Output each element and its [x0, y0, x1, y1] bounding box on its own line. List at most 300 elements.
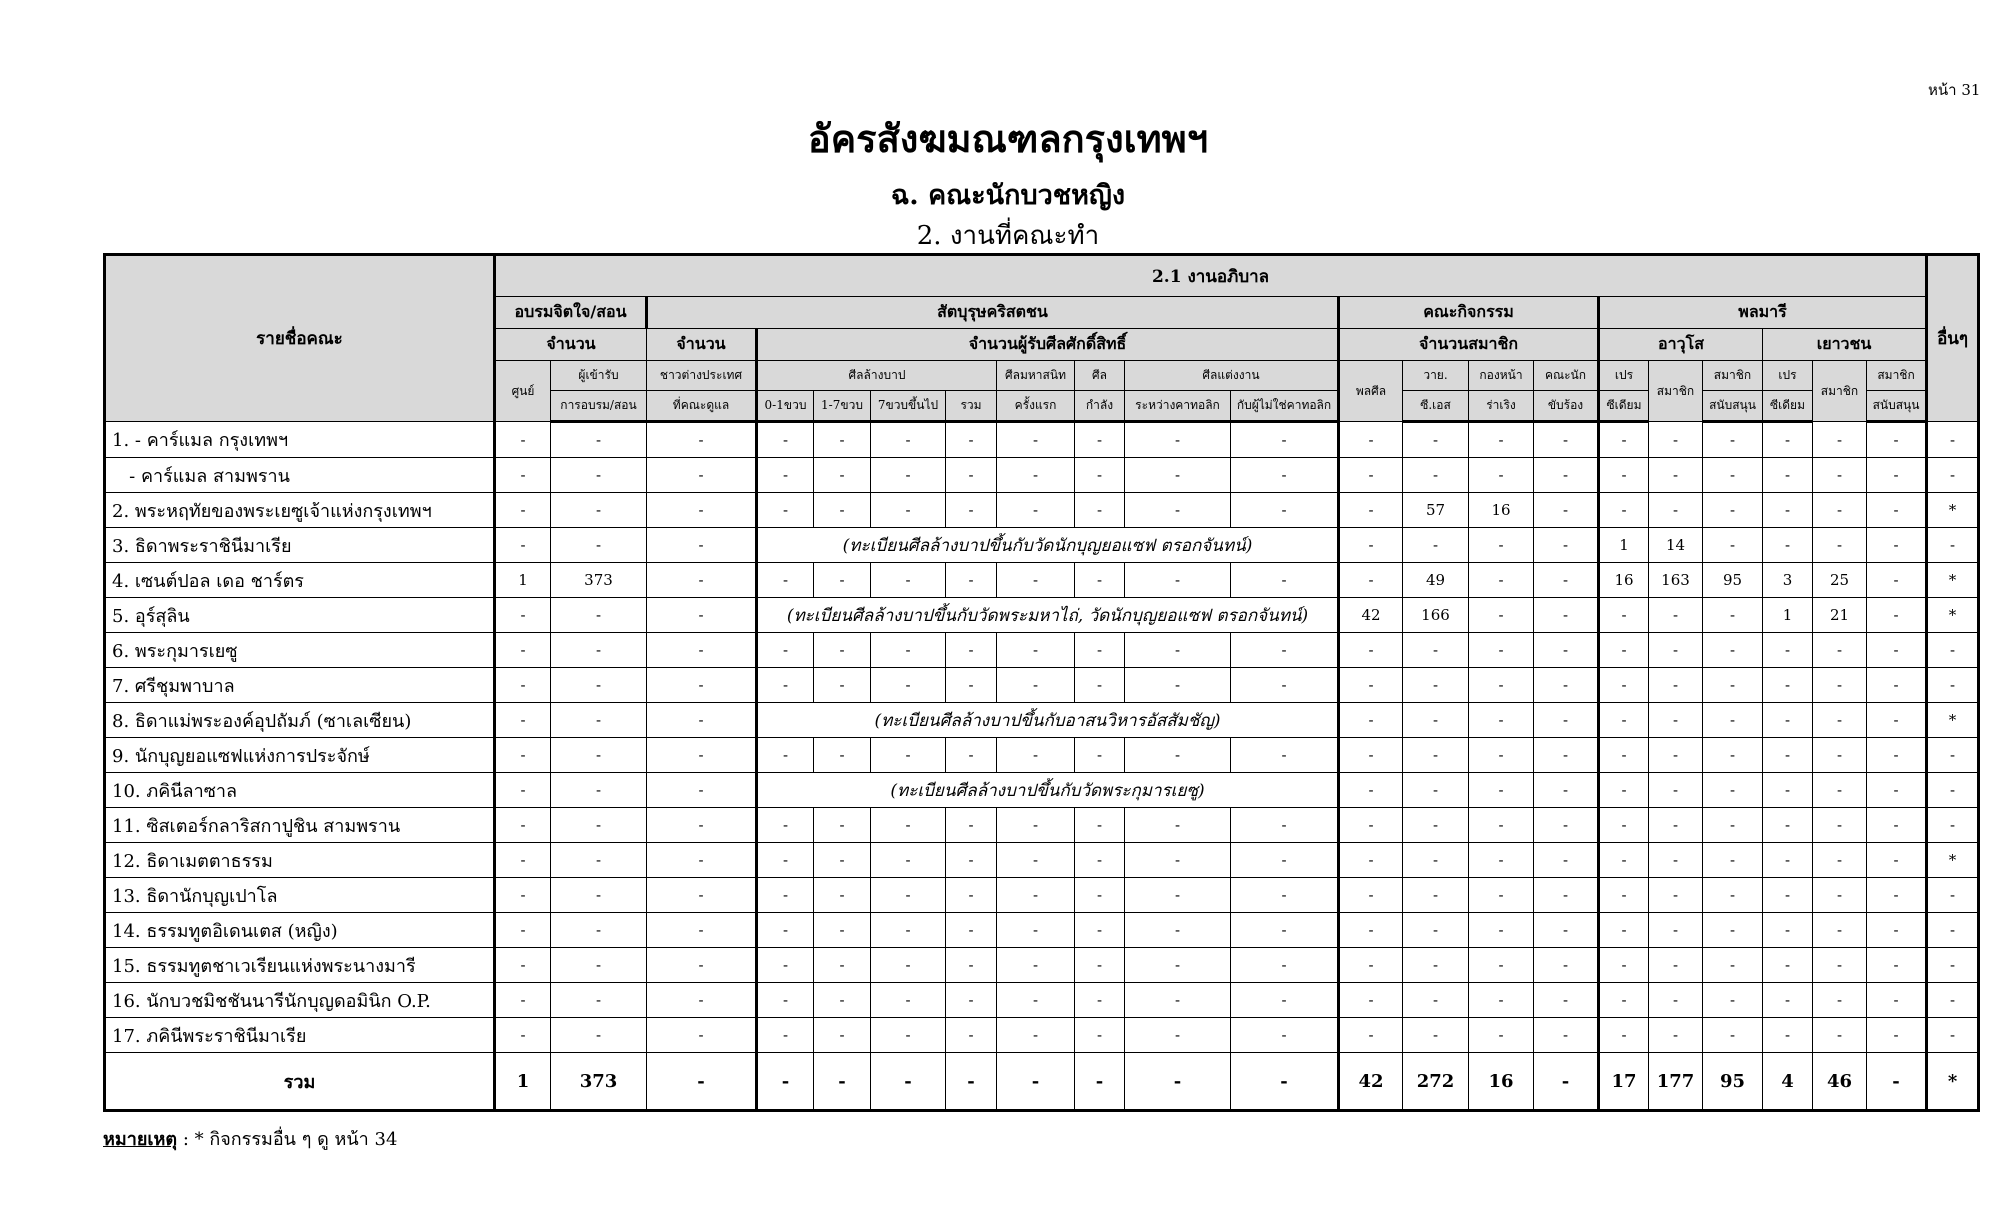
table-cell: -	[647, 668, 757, 703]
table-cell: -	[1927, 808, 1979, 843]
table-cell: -	[871, 808, 946, 843]
total-cell: *	[1927, 1053, 1979, 1111]
table-cell: 163	[1649, 563, 1703, 598]
foreign-header-2: ที่คณะดูแล	[647, 391, 757, 422]
table-cell: -	[1231, 948, 1339, 983]
table-row	[105, 773, 1979, 808]
table-row	[105, 738, 1979, 773]
table-row	[105, 1018, 1979, 1053]
table-cell: -	[551, 1018, 647, 1053]
table-cell: -	[1763, 913, 1813, 948]
legion-header: พลมารี	[1599, 297, 1927, 329]
table-cell: 1	[1763, 598, 1813, 633]
table-cell: 14	[1649, 528, 1703, 563]
baptism-register-note: (ทะเบียนศีลล้างบาปขึ้นกับวัดนักบุญยอแซฟ ตรอกจันทน์)	[757, 528, 1339, 563]
table-cell: -	[1763, 668, 1813, 703]
table-cell: -	[1231, 808, 1339, 843]
marriage-catholic-header: ระหว่างคาทอลิก	[1125, 391, 1231, 422]
table-cell: -	[1339, 458, 1403, 493]
table-cell: -	[1813, 528, 1867, 563]
table-cell: -	[1231, 878, 1339, 913]
table-cell: -	[1231, 843, 1339, 878]
table-cell: -	[1813, 878, 1867, 913]
table-cell: -	[1231, 458, 1339, 493]
table-cell: -	[1599, 458, 1649, 493]
table-cell: -	[551, 633, 647, 668]
table-cell: -	[1649, 913, 1703, 948]
table-cell: -	[1813, 458, 1867, 493]
table-cell: -	[1813, 773, 1867, 808]
total-cell: -	[757, 1053, 814, 1111]
table-cell: -	[1125, 493, 1231, 528]
table-cell: 166	[1403, 598, 1469, 633]
total-row	[105, 1053, 1979, 1111]
table-cell: -	[1403, 983, 1469, 1018]
table-cell: -	[1534, 668, 1599, 703]
community-name: 14. ธรรมทูตอิเดนเตส (หญิง)	[105, 913, 495, 948]
table-cell: -	[757, 843, 814, 878]
table-cell: -	[1867, 738, 1927, 773]
table-row	[105, 563, 1979, 598]
table-cell: -	[1649, 738, 1703, 773]
table-cell: -	[1534, 878, 1599, 913]
table-cell: -	[997, 808, 1075, 843]
table-cell: -	[647, 703, 757, 738]
table-cell: *	[1927, 843, 1979, 878]
table-cell: -	[997, 458, 1075, 493]
table-cell: -	[1813, 948, 1867, 983]
table-cell: -	[946, 948, 997, 983]
total-cell: -	[647, 1053, 757, 1111]
table-cell: 57	[1403, 493, 1469, 528]
table-cell: -	[1649, 983, 1703, 1018]
table-cell: -	[757, 458, 814, 493]
community-name: 10. ภคินีลาซาล	[105, 773, 495, 808]
table-cell: -	[495, 1018, 551, 1053]
table-cell: -	[1649, 458, 1703, 493]
table-cell: -	[1534, 983, 1599, 1018]
youth-support-header-2: สนับสนุน	[1867, 391, 1927, 422]
table-cell: 16	[1599, 563, 1649, 598]
table-cell: -	[1075, 422, 1125, 458]
table-cell: -	[946, 913, 997, 948]
table-cell: -	[1927, 878, 1979, 913]
table-cell: -	[1763, 948, 1813, 983]
table-cell: -	[1125, 843, 1231, 878]
table-cell: -	[946, 843, 997, 878]
page-subtitle: ฉ. คณะนักบวชหญิง	[890, 180, 1126, 211]
table-row	[105, 528, 1979, 563]
table-row	[105, 668, 1979, 703]
table-cell: -	[1867, 598, 1927, 633]
table-cell: -	[1125, 948, 1231, 983]
total-cell: 272	[1403, 1053, 1469, 1111]
table-cell: -	[1703, 528, 1763, 563]
table-cell: -	[1599, 808, 1649, 843]
table-cell: -	[1927, 948, 1979, 983]
table-cell: -	[1125, 1018, 1231, 1053]
table-cell: 16	[1469, 493, 1534, 528]
table-cell: -	[1867, 668, 1927, 703]
table-cell: -	[1813, 913, 1867, 948]
table-cell: -	[1599, 773, 1649, 808]
adult-header: อาวุโส	[1599, 329, 1763, 361]
choir-header-2: ขับร้อง	[1534, 391, 1599, 422]
table-cell: -	[1763, 773, 1813, 808]
table-cell: -	[1469, 598, 1534, 633]
table-cell: -	[1469, 633, 1534, 668]
table-cell: -	[1867, 808, 1927, 843]
table-cell: -	[1534, 422, 1599, 458]
adult-praesidium-header: เปร	[1599, 361, 1649, 391]
table-cell: -	[551, 458, 647, 493]
footnote-label: หมายเหตุ	[103, 1129, 178, 1150]
table-cell: -	[1867, 948, 1927, 983]
table-row	[105, 843, 1979, 878]
table-cell: -	[757, 878, 814, 913]
table-cell: -	[757, 1018, 814, 1053]
table-cell: -	[1231, 1018, 1339, 1053]
table-cell: -	[997, 913, 1075, 948]
youth-header: เยาวชน	[1763, 329, 1927, 361]
table-cell: -	[1125, 913, 1231, 948]
table-cell: -	[1403, 843, 1469, 878]
baptism-7plus-header: 7ขวบขึ้นไป	[871, 391, 946, 422]
vanguard-header: กองหน้า	[1469, 361, 1534, 391]
table-cell: -	[1075, 563, 1125, 598]
table-cell: -	[1703, 878, 1763, 913]
members-header: จำนวนสมาชิก	[1339, 329, 1599, 361]
table-cell: -	[814, 422, 871, 458]
table-cell: -	[946, 1018, 997, 1053]
table-cell: -	[1231, 913, 1339, 948]
table-cell: -	[495, 668, 551, 703]
foreign-count-header: จำนวน	[647, 329, 757, 361]
table-cell: -	[814, 948, 871, 983]
table-cell: -	[1469, 422, 1534, 458]
table-cell: -	[1231, 563, 1339, 598]
table-cell: -	[871, 1018, 946, 1053]
table-cell: -	[1599, 948, 1649, 983]
community-name: - คาร์แมล สามพราน	[105, 458, 495, 493]
total-cell: -	[946, 1053, 997, 1111]
marriage-mixed-header: กับผู้ไม่ใช่คาทอลิก	[1231, 391, 1339, 422]
sodality-header: พลศีล	[1339, 361, 1403, 422]
table-cell: -	[814, 878, 871, 913]
table-cell: -	[647, 493, 757, 528]
ycs-header-2: ซี.เอส	[1403, 391, 1469, 422]
table-cell: -	[1813, 983, 1867, 1018]
table-cell: -	[495, 878, 551, 913]
table-cell: -	[1534, 563, 1599, 598]
total-cell: -	[871, 1053, 946, 1111]
table-cell: -	[551, 948, 647, 983]
table-cell: -	[1534, 528, 1599, 563]
table-cell: -	[1469, 843, 1534, 878]
table-cell: -	[997, 1018, 1075, 1053]
table-cell: -	[1867, 422, 1927, 458]
table-cell: -	[1599, 703, 1649, 738]
table-cell: -	[1813, 493, 1867, 528]
table-cell: -	[1125, 633, 1231, 668]
table-cell: -	[1534, 913, 1599, 948]
table-cell: -	[997, 878, 1075, 913]
pastoral-work-table	[103, 253, 1980, 1112]
table-cell: -	[1763, 528, 1813, 563]
trainees-header-2: การอบรม/สอน	[551, 391, 647, 422]
table-cell: -	[1469, 948, 1534, 983]
table-cell: *	[1927, 563, 1979, 598]
total-cell: 46	[1813, 1053, 1867, 1111]
table-cell: -	[1867, 878, 1927, 913]
table-cell: -	[1927, 773, 1979, 808]
table-cell: -	[871, 913, 946, 948]
community-name: 5. อุร์สุลิน	[105, 598, 495, 633]
table-cell: 21	[1813, 598, 1867, 633]
center-header: ศูนย์	[495, 361, 551, 422]
table-cell: -	[1867, 528, 1927, 563]
table-cell: -	[495, 528, 551, 563]
table-cell: -	[1649, 633, 1703, 668]
baptism-register-note: (ทะเบียนศีลล้างบาปขึ้นกับอาสนวิหารอัสสัมชัญ)	[757, 703, 1339, 738]
table-cell: -	[1469, 913, 1534, 948]
choir-header: คณะนัก	[1534, 361, 1599, 391]
table-cell: -	[1703, 458, 1763, 493]
table-cell: -	[1469, 458, 1534, 493]
table-cell: -	[1075, 948, 1125, 983]
table-cell: -	[757, 808, 814, 843]
table-cell: -	[1075, 458, 1125, 493]
table-cell: -	[946, 738, 997, 773]
table-cell: -	[1075, 913, 1125, 948]
table-cell: -	[551, 493, 647, 528]
baptism-header: ศีลล้างบาป	[757, 361, 997, 391]
table-cell: -	[1599, 738, 1649, 773]
youth-support-header: สมาชิก	[1867, 361, 1927, 391]
page-number: หน้า 31	[1928, 81, 1981, 99]
table-cell: -	[946, 808, 997, 843]
community-name: 17. ภคินีพระราชินีมาเรีย	[105, 1018, 495, 1053]
table-cell: -	[1469, 808, 1534, 843]
table-cell: -	[1763, 633, 1813, 668]
table-cell: -	[1403, 913, 1469, 948]
table-cell: -	[946, 878, 997, 913]
table-cell: -	[647, 843, 757, 878]
table-cell: -	[871, 493, 946, 528]
table-cell: -	[1339, 738, 1403, 773]
community-name: 13. ธิดานักบุญเปาโล	[105, 878, 495, 913]
table-cell: -	[1927, 668, 1979, 703]
table-cell: -	[871, 668, 946, 703]
table-cell: -	[1403, 878, 1469, 913]
table-cell: -	[1534, 843, 1599, 878]
table-row	[105, 422, 1979, 458]
table-cell: -	[1763, 458, 1813, 493]
table-cell: -	[1075, 843, 1125, 878]
table-cell: -	[997, 633, 1075, 668]
table-cell: -	[757, 563, 814, 598]
table-cell: -	[495, 738, 551, 773]
table-cell: -	[1403, 1018, 1469, 1053]
foreign-header: ชาวต่างประเทศ	[647, 361, 757, 391]
table-cell: -	[1763, 738, 1813, 773]
total-cell: -	[814, 1053, 871, 1111]
table-cell: -	[1813, 703, 1867, 738]
footnote-text: : * กิจกรรมอื่น ๆ ดู หน้า 34	[177, 1129, 398, 1150]
total-label: รวม	[105, 1053, 495, 1111]
table-cell: -	[1403, 528, 1469, 563]
total-cell: -	[1075, 1053, 1125, 1111]
table-cell: -	[1599, 668, 1649, 703]
table-cell: -	[997, 948, 1075, 983]
table-cell: -	[647, 738, 757, 773]
table-cell: -	[647, 983, 757, 1018]
table-row	[105, 633, 1979, 668]
community-name: 9. นักบุญยอแซฟแห่งการประจักษ์	[105, 738, 495, 773]
community-name: 12. ธิดาเมตตาธรรม	[105, 843, 495, 878]
table-cell: -	[1599, 878, 1649, 913]
other-header: อื่นๆ	[1927, 255, 1979, 422]
adult-support-header: สมาชิก	[1703, 361, 1763, 391]
table-cell: *	[1927, 703, 1979, 738]
table-cell: -	[495, 843, 551, 878]
table-row	[105, 948, 1979, 983]
table-cell: -	[1813, 633, 1867, 668]
table-cell: -	[1469, 878, 1534, 913]
table-cell: -	[1927, 983, 1979, 1018]
community-name: 4. เซนต์ปอล เดอ ชาร์ตร	[105, 563, 495, 598]
table-cell: *	[1927, 493, 1979, 528]
table-cell: -	[1703, 843, 1763, 878]
table-cell: -	[757, 493, 814, 528]
table-cell: -	[647, 633, 757, 668]
community-name: 11. ซิสเตอร์กลาริสกาปูชิน สามพราน	[105, 808, 495, 843]
table-cell: -	[1763, 422, 1813, 458]
total-cell: -	[997, 1053, 1075, 1111]
table-cell: -	[1649, 808, 1703, 843]
table-cell: -	[1339, 493, 1403, 528]
table-cell: -	[1339, 948, 1403, 983]
table-cell: -	[1125, 983, 1231, 1018]
confirmation-header-2: กำลัง	[1075, 391, 1125, 422]
table-cell: -	[1763, 843, 1813, 878]
table-cell: -	[647, 913, 757, 948]
table-cell: -	[551, 773, 647, 808]
table-cell: -	[1703, 948, 1763, 983]
table-cell: -	[1403, 633, 1469, 668]
table-cell: -	[1231, 738, 1339, 773]
confirmation-header: ศีล	[1075, 361, 1125, 391]
table-cell: -	[551, 983, 647, 1018]
table-cell: -	[1813, 843, 1867, 878]
table-cell: -	[757, 422, 814, 458]
table-cell: -	[946, 563, 997, 598]
table-cell: 49	[1403, 563, 1469, 598]
table-cell: -	[1125, 422, 1231, 458]
table-cell: -	[1703, 983, 1763, 1018]
table-cell: -	[757, 738, 814, 773]
total-cell: -	[1867, 1053, 1927, 1111]
table-cell: -	[814, 458, 871, 493]
table-cell: -	[871, 983, 946, 1018]
table-cell: -	[1075, 808, 1125, 843]
table-cell: -	[1813, 808, 1867, 843]
table-cell: -	[647, 808, 757, 843]
table-cell: -	[1231, 493, 1339, 528]
table-cell: -	[757, 668, 814, 703]
baptism-0-1-header: 0-1ขวบ	[757, 391, 814, 422]
table-cell: -	[1763, 1018, 1813, 1053]
table-cell: -	[1403, 703, 1469, 738]
table-cell: -	[1867, 913, 1927, 948]
table-cell: -	[757, 913, 814, 948]
sacraments-header: จำนวนผู้รับศีลศักดิ์สิทธิ์	[757, 329, 1339, 361]
table-cell: -	[1339, 983, 1403, 1018]
table-cell: -	[1927, 738, 1979, 773]
table-cell: -	[814, 563, 871, 598]
table-cell: -	[1649, 773, 1703, 808]
table-cell: -	[1703, 738, 1763, 773]
table-cell: 25	[1813, 563, 1867, 598]
table-cell: -	[1599, 633, 1649, 668]
table-cell: -	[1599, 598, 1649, 633]
table-cell: -	[551, 808, 647, 843]
table-cell: -	[1813, 738, 1867, 773]
table-cell: -	[1867, 1018, 1927, 1053]
table-cell: -	[1125, 668, 1231, 703]
table-cell: -	[1649, 422, 1703, 458]
community-name: 3. ธิดาพระราชินีมาเรีย	[105, 528, 495, 563]
table-cell: -	[871, 633, 946, 668]
table-cell: -	[1599, 493, 1649, 528]
table-cell: -	[1534, 773, 1599, 808]
table-cell: -	[1403, 422, 1469, 458]
table-cell: -	[495, 422, 551, 458]
table-cell: -	[1534, 1018, 1599, 1053]
training-count-header: จำนวน	[495, 329, 647, 361]
first-communion-header-2: ครั้งแรก	[997, 391, 1075, 422]
table-cell: -	[1469, 703, 1534, 738]
table-cell: -	[1649, 878, 1703, 913]
table-cell: -	[1927, 1018, 1979, 1053]
table-cell: -	[1469, 528, 1534, 563]
name-header: รายชื่อคณะ	[105, 255, 495, 422]
table-cell: -	[1469, 738, 1534, 773]
table-cell: -	[997, 668, 1075, 703]
table-cell: -	[814, 738, 871, 773]
table-cell: -	[1125, 458, 1231, 493]
table-cell: -	[647, 563, 757, 598]
table-cell: -	[1813, 668, 1867, 703]
table-cell: -	[946, 983, 997, 1018]
table-cell: -	[871, 738, 946, 773]
table-cell: -	[1075, 493, 1125, 528]
table-cell: -	[814, 808, 871, 843]
table-cell: -	[1599, 983, 1649, 1018]
table-cell: -	[1867, 983, 1927, 1018]
table-cell: -	[946, 422, 997, 458]
community-name: 6. พระกุมารเยซู	[105, 633, 495, 668]
total-cell: 17	[1599, 1053, 1649, 1111]
table-cell: -	[1339, 422, 1403, 458]
table-cell: -	[1867, 843, 1927, 878]
table-cell: -	[1649, 948, 1703, 983]
table-cell: -	[1125, 878, 1231, 913]
table-cell: -	[814, 983, 871, 1018]
baptism-1-7-header: 1-7ขวบ	[814, 391, 871, 422]
total-cell: -	[1231, 1053, 1339, 1111]
baptism-register-note: (ทะเบียนศีลล้างบาปขึ้นกับวัดพระกุมารเยซู)	[757, 773, 1339, 808]
